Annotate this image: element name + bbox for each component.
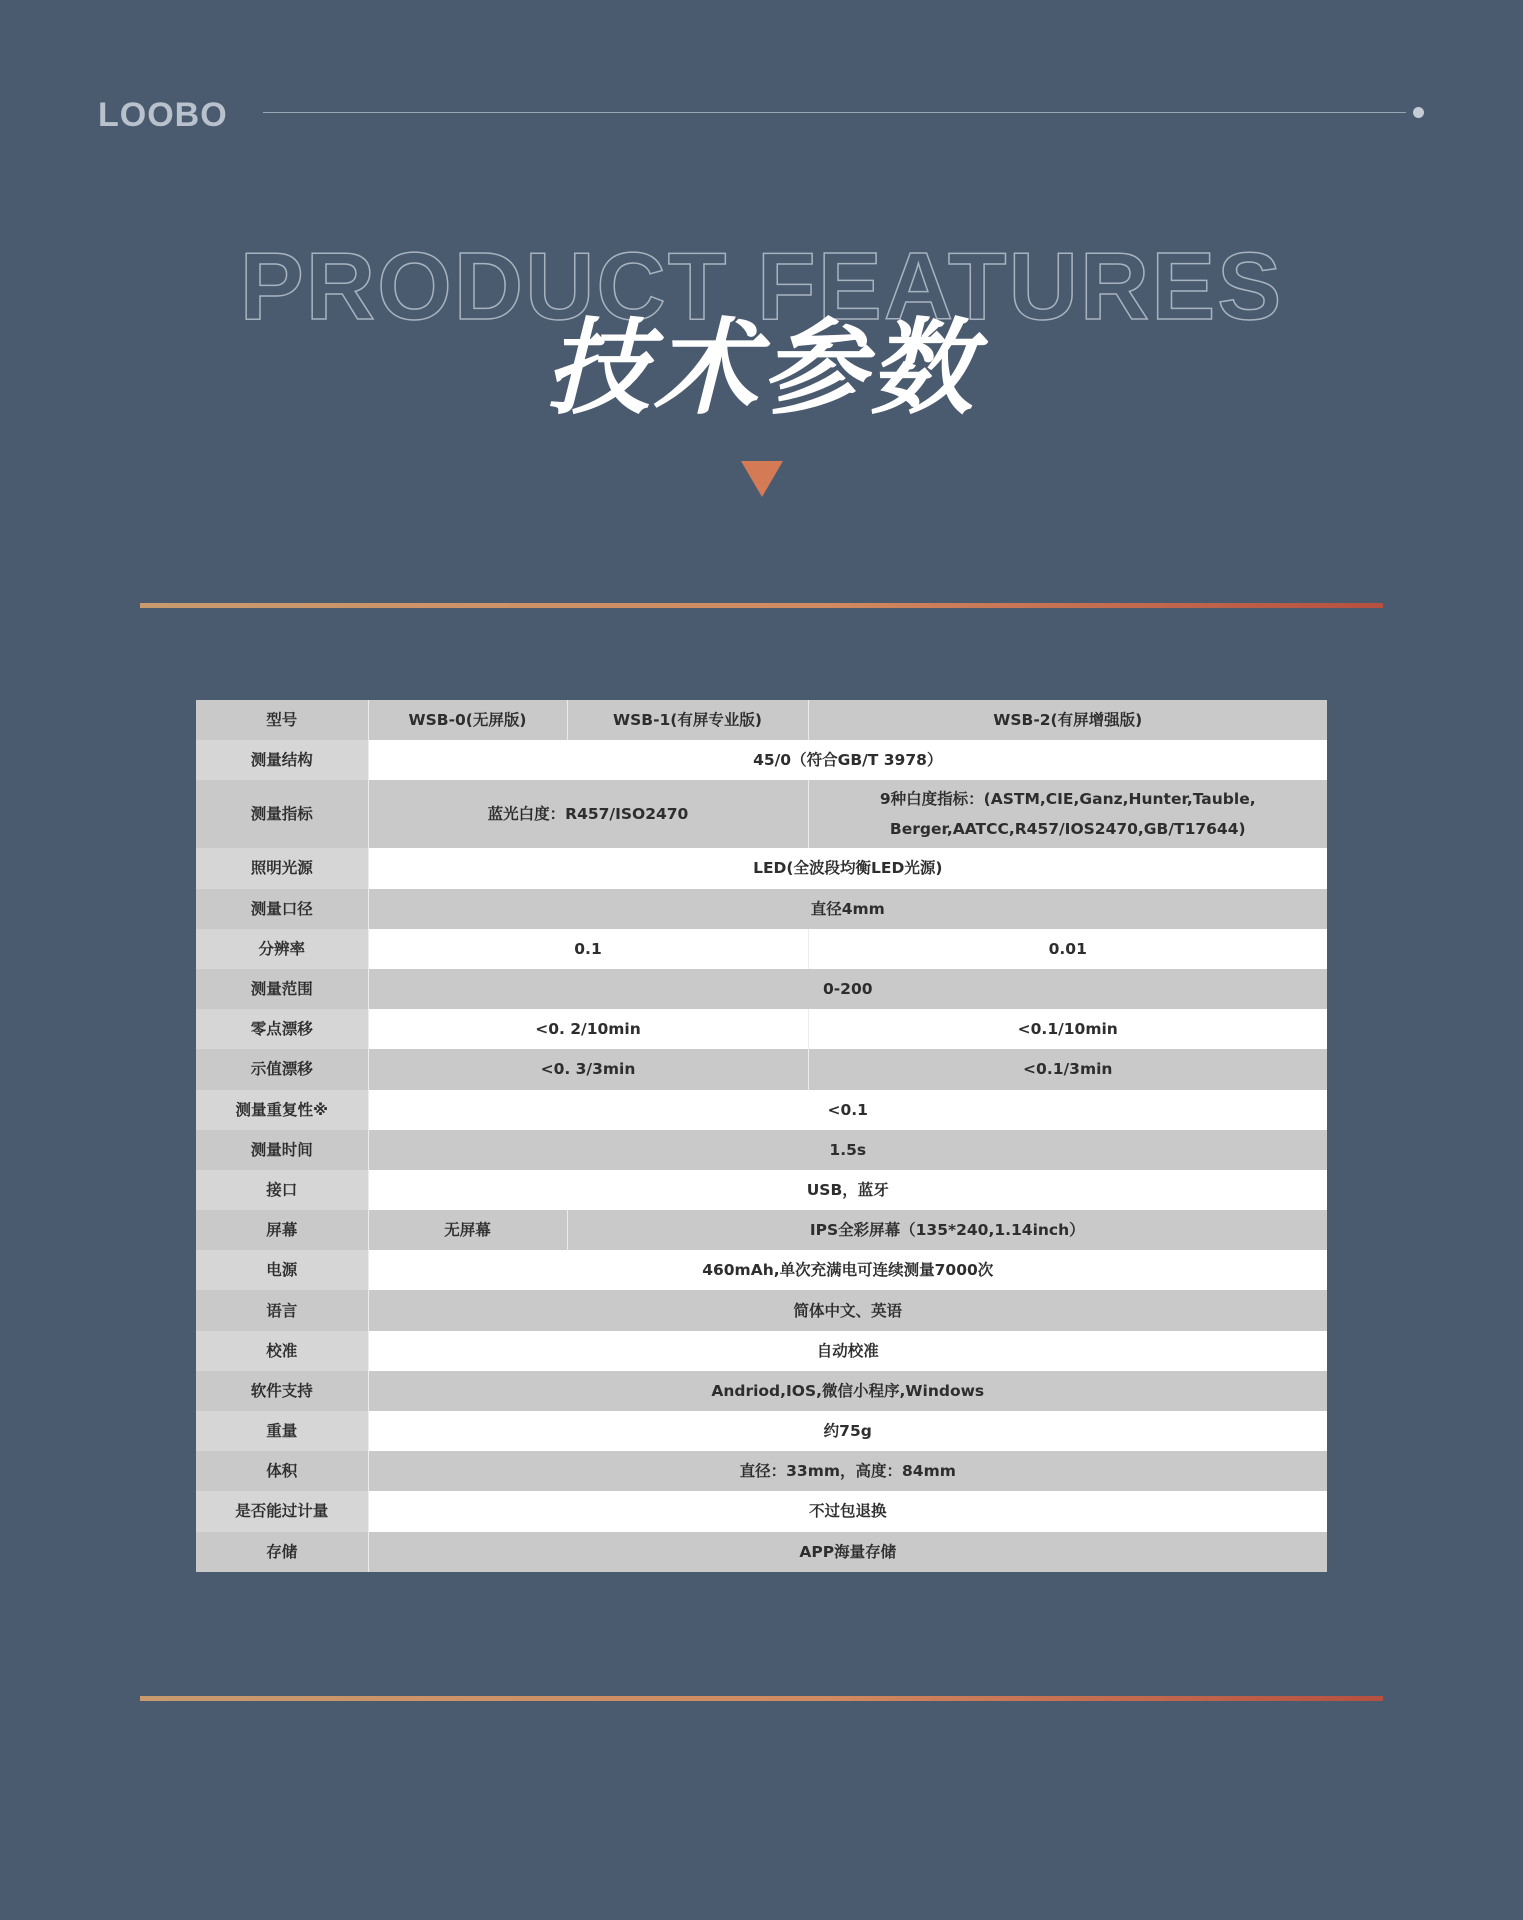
row-value: 无屏幕 [368, 1210, 567, 1250]
table-row [196, 1210, 1327, 1250]
row-value: 不过包退换 [368, 1491, 1327, 1531]
row-label: 软件支持 [196, 1371, 368, 1411]
row-label: 示值漂移 [196, 1049, 368, 1089]
row-value: 45/0（符合GB/T 3978） [368, 740, 1327, 780]
row-value: 自动校准 [368, 1331, 1327, 1371]
row-value: LED(全波段均衡LED光源) [368, 848, 1327, 888]
row-value: <0.1 [368, 1090, 1327, 1130]
table-row [196, 1130, 1327, 1170]
bottom-gradient-divider [140, 1696, 1383, 1701]
header-model-wsb1: WSB-1(有屏专业版) [567, 700, 808, 740]
row-label: 重量 [196, 1411, 368, 1451]
row-label: 测量指标 [196, 780, 368, 848]
row-value [808, 780, 1327, 848]
table-row [196, 1250, 1327, 1290]
row-label: 语言 [196, 1290, 368, 1330]
row-value: 0.01 [808, 929, 1327, 969]
table-row [196, 929, 1327, 969]
table-row [196, 1371, 1327, 1411]
table-row [196, 740, 1327, 780]
row-value: <0.1/3min [808, 1049, 1327, 1089]
table-row [196, 1090, 1327, 1130]
row-value: 直径：33mm，高度：84mm [368, 1451, 1327, 1491]
row-value: <0. 3/3min [368, 1049, 808, 1089]
table-row [196, 1290, 1327, 1330]
row-value: APP海量存储 [368, 1532, 1327, 1572]
row-value: IPS全彩屏幕（135*240,1.14inch） [567, 1210, 1327, 1250]
brand-logo: LOOBO [98, 96, 228, 134]
row-label: 测量重复性※ [196, 1090, 368, 1130]
table-row [196, 848, 1327, 888]
row-value: 直径4mm [368, 889, 1327, 929]
row-label: 照明光源 [196, 848, 368, 888]
row-value: 简体中文、英语 [368, 1290, 1327, 1330]
row-value: 1.5s [368, 1130, 1327, 1170]
row-label: 测量时间 [196, 1130, 368, 1170]
top-gradient-divider [140, 603, 1383, 608]
row-label: 分辨率 [196, 929, 368, 969]
row-value-line: 9种白度指标：(ASTM,CIE,Ganz,Hunter,Tauble, [879, 790, 1256, 809]
row-label: 电源 [196, 1250, 368, 1290]
table-row [196, 1411, 1327, 1451]
table-header-row [196, 700, 1327, 740]
table-row [196, 1331, 1327, 1371]
row-value: <0.1/10min [808, 1009, 1327, 1049]
table-row [196, 1532, 1327, 1572]
row-label: 测量口径 [196, 889, 368, 929]
row-value: 蓝光白度：R457/ISO2470 [368, 780, 808, 848]
table-row [196, 1451, 1327, 1491]
row-label: 是否能过计量 [196, 1491, 368, 1531]
header-divider-line [263, 112, 1406, 113]
row-value: 0.1 [368, 929, 808, 969]
background-heading: PRODUCT FEATURES [239, 233, 1284, 340]
page-title: 技术参数 [545, 307, 978, 429]
table-row [196, 1049, 1327, 1089]
table-row [196, 969, 1327, 1009]
spec-table [196, 700, 1327, 1572]
row-label: 零点漂移 [196, 1009, 368, 1049]
row-value: 0-200 [368, 969, 1327, 1009]
row-value: Andriod,IOS,微信小程序,Windows [368, 1371, 1327, 1411]
row-label: 接口 [196, 1170, 368, 1210]
row-value: 460mAh,单次充满电可连续测量7000次 [368, 1250, 1327, 1290]
row-label: 测量结构 [196, 740, 368, 780]
table-row [196, 1491, 1327, 1531]
header-model-wsb2: WSB-2(有屏增强版) [808, 700, 1327, 740]
table-row [196, 780, 1327, 848]
row-label: 校准 [196, 1331, 368, 1371]
table-row [196, 1009, 1327, 1049]
header-dot [1413, 107, 1424, 118]
row-value: 约75g [368, 1411, 1327, 1451]
row-value-line: Berger,AATCC,R457/IOS2470,GB/T17644) [889, 820, 1246, 839]
table-row [196, 889, 1327, 929]
table-row [196, 1170, 1327, 1210]
row-label: 体积 [196, 1451, 368, 1491]
row-label: 存储 [196, 1532, 368, 1572]
row-label: 测量范围 [196, 969, 368, 1009]
row-label: 屏幕 [196, 1210, 368, 1250]
row-value: USB，蓝牙 [368, 1170, 1327, 1210]
header-model-wsb0: WSB-0(无屏版) [368, 700, 567, 740]
header-label: 型号 [196, 700, 368, 740]
row-value: <0. 2/10min [368, 1009, 808, 1049]
down-triangle-icon [741, 461, 783, 497]
